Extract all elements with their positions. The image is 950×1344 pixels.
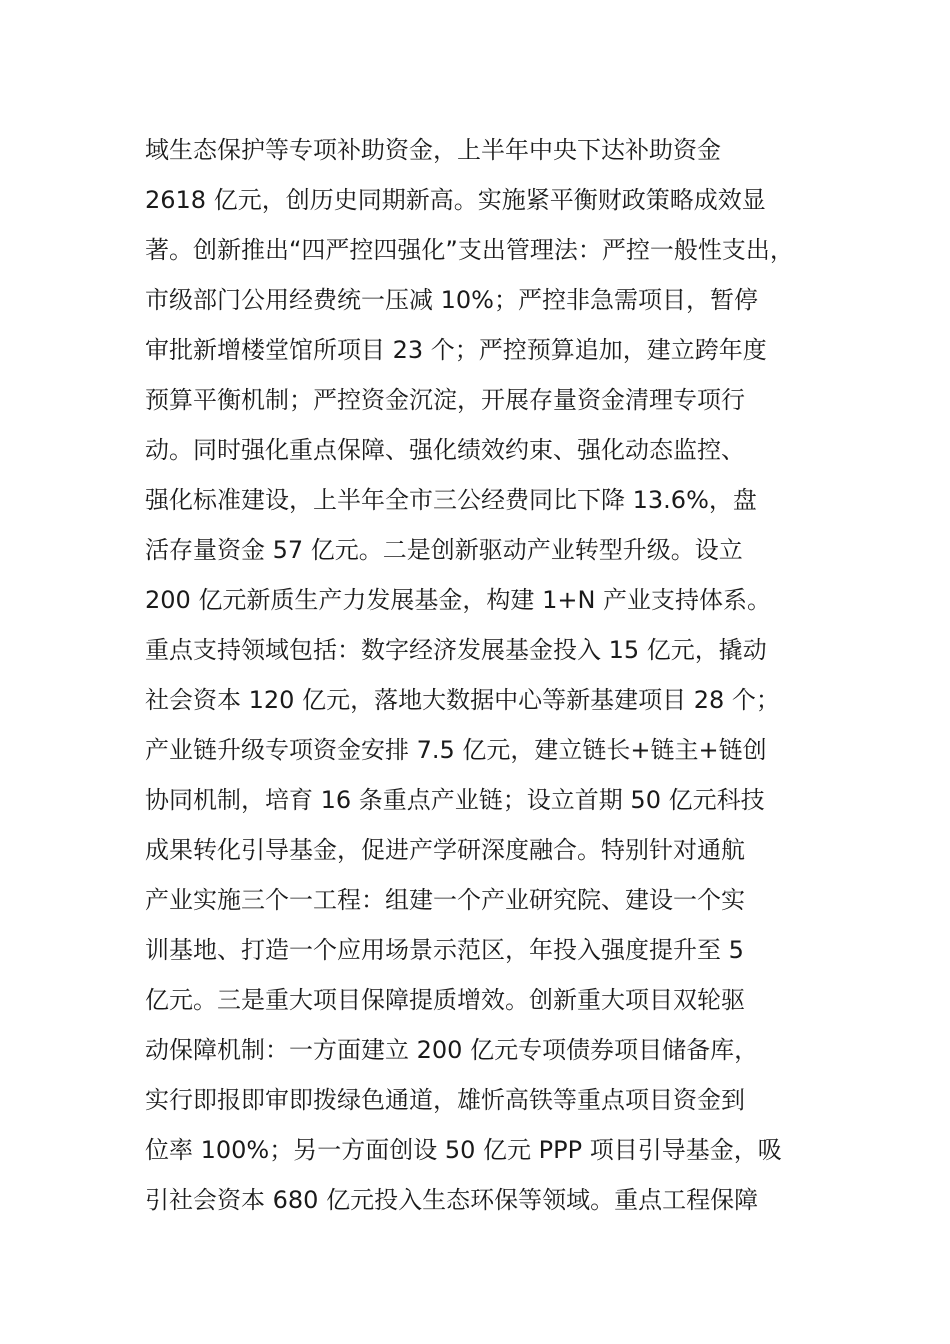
text-line: 位率 100%；另一方面创设 50 亿元 PPP 项目引导基金，吸 (145, 1136, 782, 1164)
text-line: 实行即报即审即拨绿色通道，雄忻高铁等重点项目资金到 (145, 1086, 745, 1114)
text-line: 协同机制，培育 16 条重点产业链；设立首期 50 亿元科技 (145, 786, 765, 814)
body-paragraph (145, 125, 845, 1225)
text-line: 产业实施三个一工程：组建一个产业研究院、建设一个实 (145, 886, 745, 914)
text-line: 亿元。三是重大项目保障提质增效。创新重大项目双轮驱 (145, 986, 745, 1014)
text-line: 200 亿元新质生产力发展基金，构建 1+N 产业支持体系。 (145, 586, 772, 614)
text-line: 活存量资金 57 亿元。二是创新驱动产业转型升级。设立 (145, 536, 743, 564)
text-line: 域生态保护等专项补助资金，上半年中央下达补助资金 (145, 136, 721, 164)
text-line: 训基地、打造一个应用场景示范区，年投入强度提升至 5 (145, 936, 744, 964)
text-line: 市级部门公用经费统一压减 10%；严控非急需项目，暂停 (145, 286, 758, 314)
text-line: 社会资本 120 亿元，落地大数据中心等新基建项目 28 个； (145, 686, 780, 714)
text-line: 重点支持领域包括：数字经济发展基金投入 15 亿元，撬动 (145, 636, 767, 664)
text-line: 动保障机制：一方面建立 200 亿元专项债券项目储备库， (145, 1036, 759, 1064)
text-line: 成果转化引导基金，促进产学研深度融合。特别针对通航 (145, 836, 745, 864)
text-line: 2618 亿元，创历史同期新高。实施紧平衡财政策略成效显 (145, 186, 766, 214)
text-line: 动。同时强化重点保障、强化绩效约束、强化动态监控、 (145, 436, 745, 464)
text-line: 审批新增楼堂馆所项目 23 个；严控预算追加，建立跨年度 (145, 336, 767, 364)
text-line: 强化标准建设，上半年全市三公经费同比下降 13.6%，盘 (145, 486, 757, 514)
text-line: 著。创新推出“四严控四强化”支出管理法：严控一般性支出， (145, 236, 794, 264)
text-line: 产业链升级专项资金安排 7.5 亿元，建立链长+链主+链创 (145, 736, 767, 764)
text-line: 预算平衡机制；严控资金沉淀，开展存量资金清理专项行 (145, 386, 745, 414)
text-line: 引社会资本 680 亿元投入生态环保等领域。重点工程保障 (145, 1186, 759, 1214)
